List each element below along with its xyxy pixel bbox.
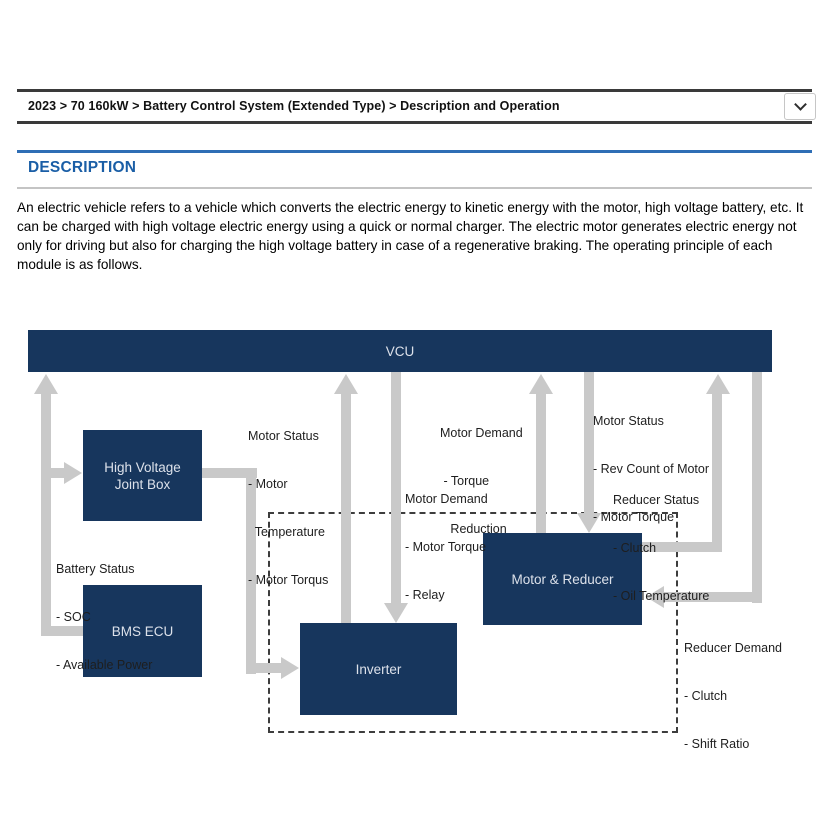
label-line: - Motor Torque [593,510,675,524]
arrow-vcu-to-reducer-demand-vertical [752,372,762,603]
label-line: - Available Power [56,658,153,672]
arrow-vcu-to-inverter-shaft [391,372,401,604]
label-battery-status [56,529,152,689]
label-line: Motor Demand [440,426,523,440]
arrow-to-hv-joint-box-shaft [41,468,65,478]
section-top-rule [17,150,812,153]
arrow-inverter-to-vcu-shaft [341,393,351,623]
breadcrumb-top-rule [17,89,812,92]
section-bottom-rule [17,187,812,189]
arrow-reducer-side-to-vcu-shaft [712,393,722,552]
label-line: - Clutch [613,541,657,555]
breadcrumb-dropdown-button[interactable] [784,93,816,120]
label-line: - SOC [56,610,91,624]
page-title: DESCRIPTION [28,159,137,176]
label-reducer-demand [684,608,782,768]
vcu-box [28,330,772,372]
label-line: Temperature [248,525,325,539]
label-line: - Torque [440,474,490,488]
label-line: Reducer Status [613,493,700,507]
high-voltage-joint-box-label: High Voltage Joint Box [104,459,181,492]
arrow-bms-to-vcu-shaft [41,393,51,633]
label-line: Battery Status [56,562,135,576]
arrow-hvjb-to-inverter-head [281,657,299,679]
label-line: - Shift Ratio [684,737,750,751]
arrow-reducer-to-vcu-shaft [536,393,546,533]
label-line: Motor Demand [405,492,488,506]
label-line: - Relay [405,588,445,602]
arrow-inverter-to-vcu-head [334,374,358,394]
label-line: - Oil Temperature [613,589,710,603]
label-line: - Rev Count of Motor [593,462,710,476]
label-line: - Clutch [684,689,728,703]
description-paragraph: An electric vehicle refers to a vehicle which converts the electric energy to kinetic energy with the motor, high voltage battery, etc. It can be charged with high voltage electric energy using a quick or normal charger. The electric motor generates electric energy not only for driving but also for charging the high voltage battery in case of a regenerative braking. The operating principle of each module is as follows. [17,200,804,272]
high-voltage-joint-box [83,430,202,521]
label-motor-demand-inverter [405,459,488,619]
inverter-box [300,623,457,715]
vcu-box-label: VCU [385,343,415,359]
bms-ecu-box-label: BMS ECU [111,623,174,639]
arrow-reducer-to-vcu-head [529,374,553,394]
inverter-box-label: Inverter [355,661,402,677]
label-line: Motor Status [248,429,319,443]
breadcrumb-bottom-rule [17,121,812,124]
motor-reducer-box-label: Motor & Reducer [511,571,614,587]
arrow-to-hv-joint-box-head [64,462,82,484]
label-line: Reduction [440,522,507,536]
breadcrumb: 2023 > 70 160kW > Battery Control System (Extended Type) > Description and Operation [28,99,560,113]
arrow-bms-to-vcu-head [34,374,58,394]
label-reducer-status [613,460,709,620]
label-line: Motor Status [593,414,664,428]
label-line: - Motor Torqus [248,573,329,587]
label-motor-status-inverter [248,396,328,604]
arrow-reducer-side-to-vcu-head [706,374,730,394]
label-line: - Motor Torque [405,540,487,554]
label-line: - Motor [248,477,288,491]
arrow-hvjb-to-inverter-h2 [246,663,281,673]
label-line: Reducer Demand [684,641,782,655]
chevron-down-icon [794,98,807,111]
